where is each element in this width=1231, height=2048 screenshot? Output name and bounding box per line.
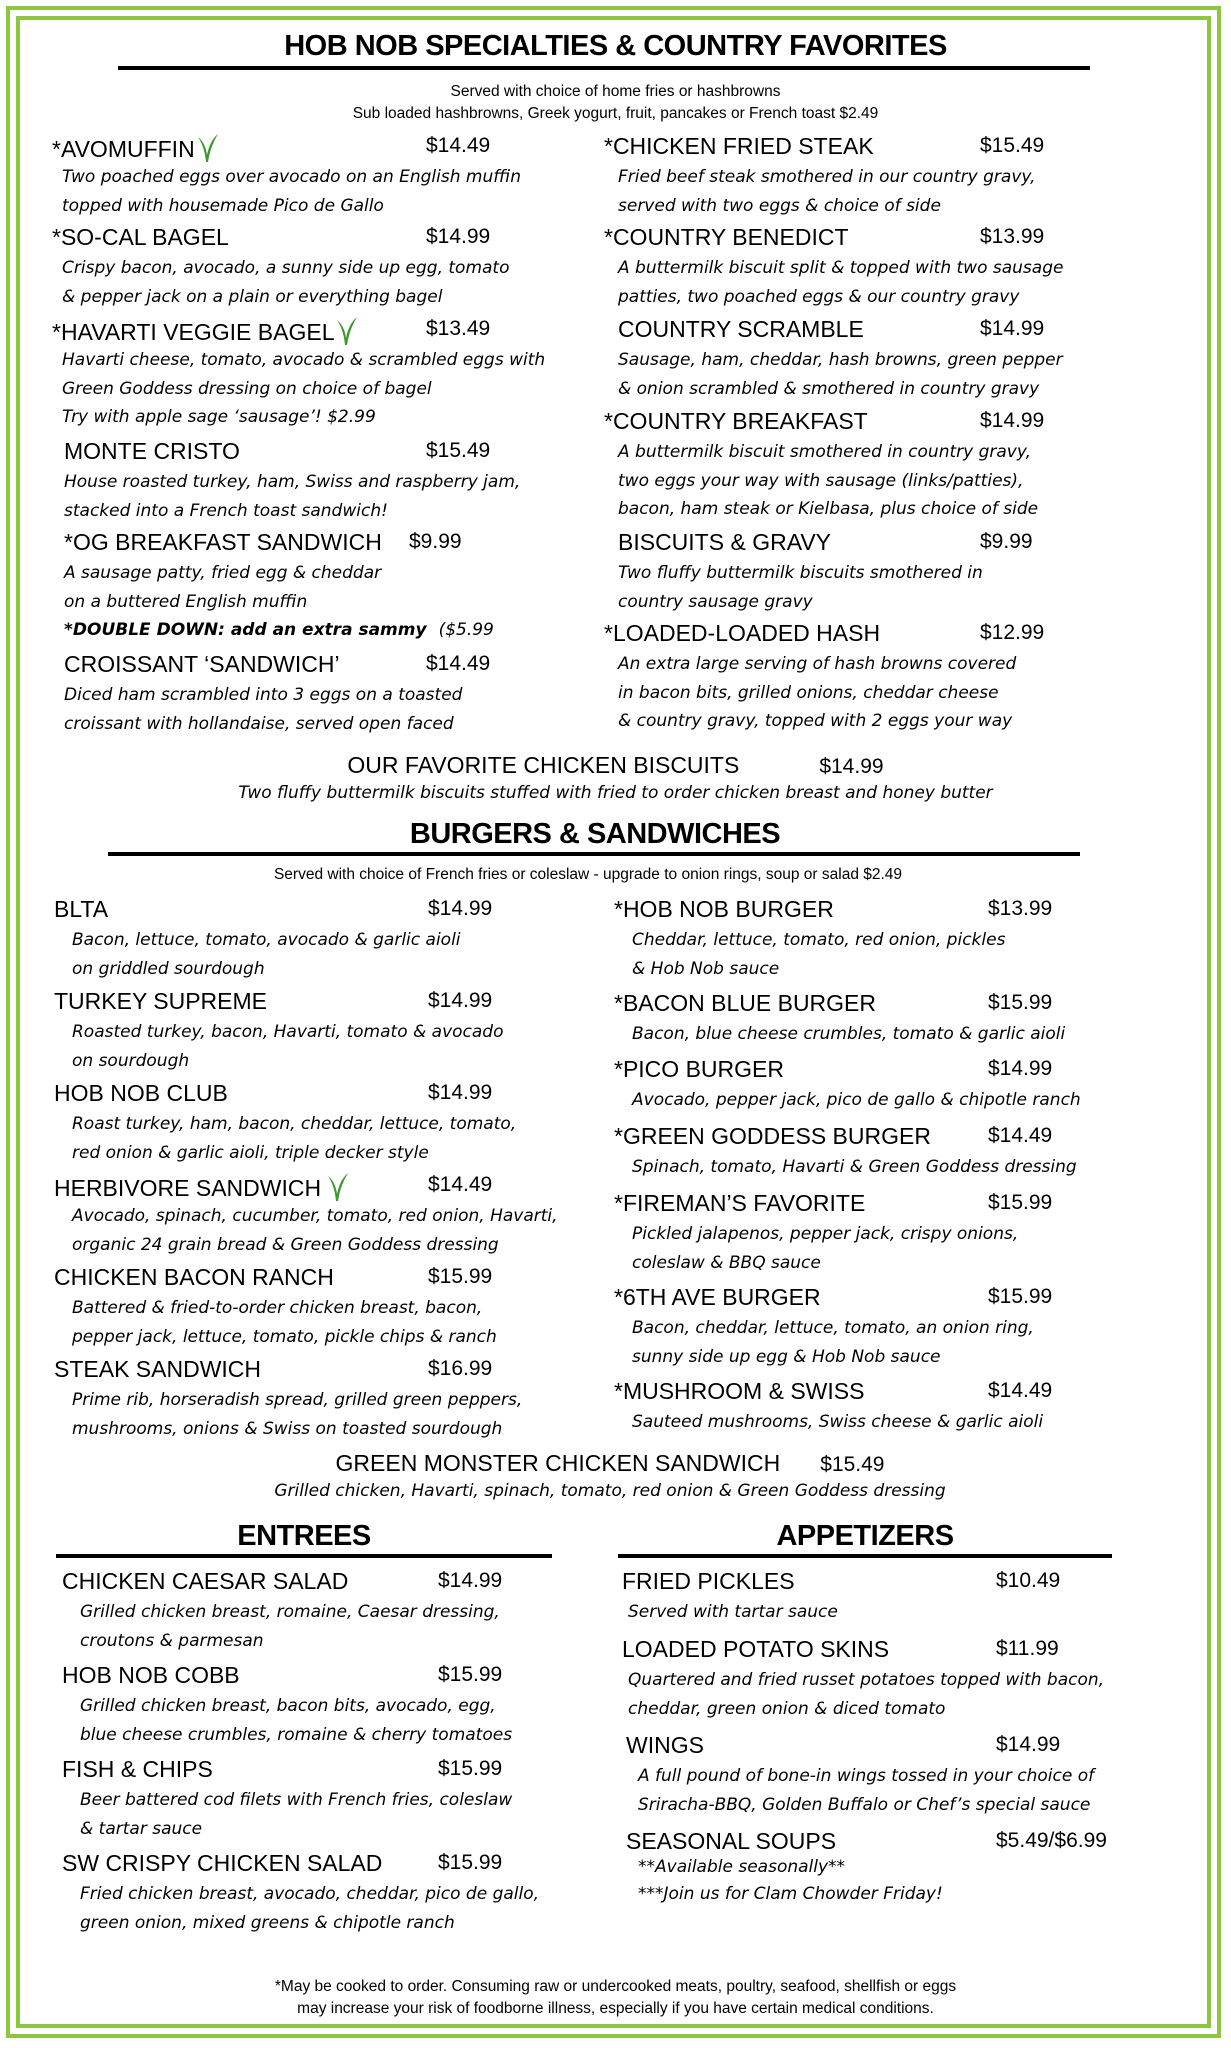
item-description: Grilled chicken breast, romaine, Caesar dressing, croutons & parmesan	[80, 1602, 500, 1651]
item-price: $10.49	[996, 1569, 1061, 1592]
item-name: HOB NOB COBB	[62, 1662, 240, 1688]
item-price: $11.99	[996, 1637, 1059, 1660]
item-name: BLTA	[54, 896, 109, 922]
item-price: $13.99	[980, 225, 1045, 248]
item-name: BISCUITS & GRAVY	[618, 529, 832, 555]
food-safety-disclaimer: *May be cooked to order. Consuming raw or undercooked meats, poultry, seafood, shellfish or eggs may increase your risk of foodborne illness, especially if you have certain medical conditions.	[274, 1978, 957, 2017]
specialties-subtitle-1: Served with choice of home fries or hashbrowns	[450, 83, 781, 100]
item-price: $9.99	[409, 530, 462, 553]
item-price: $12.99	[980, 621, 1045, 644]
item-price: $15.99	[428, 1265, 493, 1288]
appetizers-rule	[618, 1554, 1112, 1558]
item-description: Crispy bacon, avocado, a sunny side up egg, tomato & pepper jack on a plain or everything bagel	[62, 258, 510, 307]
item-description: Havarti cheese, tomato, avocado & scrambled eggs with Green Goddess dressing on choice of bagel Try with apple sage ‘sausage’! $2.99	[62, 350, 546, 427]
leaf-icon	[327, 1172, 349, 1202]
item-name: *OG BREAKFAST SANDWICH	[64, 529, 382, 555]
item-name: MONTE CRISTO	[64, 438, 240, 464]
featured-item	[0, 752, 1231, 803]
item-price: $15.99	[438, 1663, 503, 1686]
item-price: $14.99	[428, 1081, 493, 1104]
item-price: $15.49	[820, 1453, 885, 1476]
item-description: **Available seasonally** ***Join us for Clam Chowder Friday!	[638, 1857, 943, 1904]
item-name: FISH & CHIPS	[62, 1756, 213, 1782]
entrees-title: ENTREES	[237, 1520, 371, 1552]
item-description: A sausage patty, fried egg & cheddar on a buttered English muffin *DOUBLE DOWN: add an extra sammy ($5.99	[64, 563, 494, 640]
item-description: Sauteed mushrooms, Swiss cheese & garlic aioli	[632, 1412, 1044, 1432]
appetizers-title: APPETIZERS	[776, 1520, 954, 1552]
item-price: $5.49/$6.99	[996, 1829, 1107, 1852]
item-name: CROISSANT ‘SANDWICH’	[64, 651, 340, 677]
item-price: $14.49	[428, 1173, 493, 1196]
item-description: Fried chicken breast, avocado, cheddar, pico de gallo, green onion, mixed greens & chipotle ranch	[80, 1884, 540, 1933]
item-name: SW CRISPY CHICKEN SALAD	[62, 1850, 383, 1876]
item-name: *MUSHROOM & SWISS	[614, 1378, 865, 1404]
double-down-price: ($5.99	[438, 620, 494, 640]
double-down-note: *DOUBLE DOWN: add an extra sammy	[64, 620, 427, 640]
item-name: *PICO BURGER	[614, 1056, 784, 1082]
item-description: Battered & fried-to-order chicken breast, bacon, pepper jack, lettuce, tomato, pickle chips & ranch	[72, 1298, 497, 1347]
item-price: $15.49	[426, 439, 491, 462]
item-name: FRIED PICKLES	[622, 1568, 795, 1594]
burgers-title: BURGERS & SANDWICHES	[409, 818, 781, 850]
item-price: $14.99	[426, 225, 491, 248]
item-name: GREEN MONSTER CHICKEN SANDWICH	[335, 1450, 781, 1476]
item-price: $14.49	[426, 134, 491, 157]
item-price: $15.99	[988, 1191, 1053, 1214]
item-name: LOADED POTATO SKINS	[622, 1636, 890, 1662]
item-price: $15.99	[438, 1851, 503, 1874]
item-price: $14.49	[988, 1124, 1053, 1147]
item-price: $13.49	[426, 317, 491, 340]
item-name: CHICKEN BACON RANCH	[54, 1264, 334, 1290]
item-description: Bacon, lettuce, tomato, avocado & garlic aioli on griddled sourdough	[72, 930, 461, 979]
item-price: $15.99	[438, 1757, 503, 1780]
item-description: Bacon, blue cheese crumbles, tomato & garlic aioli	[632, 1024, 1066, 1044]
item-name: WINGS	[626, 1732, 704, 1758]
item-description: A full pound of bone-in wings tossed in your choice of Sriracha-BBQ, Golden Buffalo or Chef’s special sauce	[638, 1766, 1095, 1815]
burgers-subtitle: Served with choice of French fries or coleslaw - upgrade to onion rings, soup or salad $2.49	[273, 866, 903, 883]
specialties-rule	[118, 66, 1090, 70]
item-name: *COUNTRY BREAKFAST	[604, 408, 868, 434]
item-name: *SO-CAL BAGEL	[52, 224, 229, 250]
entrees-rule	[56, 1554, 552, 1558]
item-description: Two fluffy buttermilk biscuits smothered in country sausage gravy	[618, 563, 983, 612]
item-name: CHICKEN CAESAR SALAD	[62, 1568, 349, 1594]
item-price: $14.49	[988, 1379, 1053, 1402]
item-price: $13.99	[988, 897, 1053, 920]
item-description: Served with tartar sauce	[628, 1602, 838, 1622]
item-description: Quartered and fried russet potatoes topped with bacon, cheddar, green onion & diced tomato	[628, 1670, 1105, 1719]
item-name: *GREEN GODDESS BURGER	[614, 1123, 931, 1149]
specialties-subtitle-2: Sub loaded hashbrowns, Greek yogurt, fruit, pancakes or French toast $2.49	[352, 105, 879, 122]
item-price: $14.99	[980, 317, 1045, 340]
item-description: Prime rib, horseradish spread, grilled green peppers, mushrooms, onions & Swiss on toasted sourdough	[72, 1390, 523, 1439]
item-description: A buttermilk biscuit split & topped with two sausage patties, two poached eggs & our country gravy	[618, 258, 1064, 307]
item-name: HOB NOB CLUB	[54, 1080, 228, 1106]
item-price: $9.99	[980, 530, 1033, 553]
item-description: House roasted turkey, ham, Swiss and raspberry jam, stacked into a French toast sandwich!	[64, 472, 521, 521]
item-price: $15.99	[988, 1285, 1053, 1308]
item-name: *LOADED-LOADED HASH	[604, 620, 881, 646]
item-price: $14.99	[428, 989, 493, 1012]
item-price: $14.99	[428, 897, 493, 920]
item-description: Grilled chicken breast, bacon bits, avocado, egg, blue cheese crumbles, romaine & cherry tomatoes	[80, 1696, 513, 1745]
item-description: Avocado, spinach, cucumber, tomato, red onion, Havarti, organic 24 grain bread & Green Goddess dressing	[72, 1206, 558, 1255]
item-name: *AVOMUFFIN	[52, 136, 195, 162]
item-description: Beer battered cod filets with French fries, coleslaw & tartar sauce	[80, 1790, 513, 1839]
item-name: COUNTRY SCRAMBLE	[618, 316, 864, 342]
item-price: $14.99	[438, 1569, 503, 1592]
item-name: HERBIVORE SANDWICH	[54, 1175, 322, 1201]
item-name: *6TH AVE BURGER	[614, 1284, 821, 1310]
item-description: A buttermilk biscuit smothered in country gravy, two eggs your way with sausage (links/patties), bacon, ham steak or Kielbasa, plus choice of side	[618, 442, 1039, 519]
item-description: An extra large serving of hash browns covered in bacon bits, grilled onions, cheddar cheese & country gravy, topped with 2 eggs your way	[618, 654, 1017, 731]
item-price: $14.49	[426, 652, 491, 675]
burgers-rule	[108, 852, 1080, 856]
item-description: Bacon, cheddar, lettuce, tomato, an onion ring, sunny side up egg & Hob Nob sauce	[632, 1318, 1034, 1367]
item-description: Two fluffy buttermilk biscuits stuffed with fried to order chicken breast and honey butter	[238, 783, 993, 803]
item-description: Grilled chicken, Havarti, spinach, tomato, red onion & Green Goddess dressing	[274, 1481, 946, 1501]
item-description: Roasted turkey, bacon, Havarti, tomato & avocado on sourdough	[72, 1022, 504, 1071]
item-price: $14.99	[819, 755, 884, 778]
item-price: $16.99	[428, 1357, 493, 1380]
item-description: Spinach, tomato, Havarti & Green Goddess dressing	[632, 1157, 1077, 1177]
item-description: Roast turkey, ham, bacon, cheddar, lettuce, tomato, red onion & garlic aioli, triple decker style	[72, 1114, 517, 1163]
item-name: *HAVARTI VEGGIE BAGEL	[52, 319, 335, 345]
item-name: *FIREMAN’S FAVORITE	[614, 1190, 866, 1216]
item-description: Pickled jalapenos, pepper jack, crispy onions, coleslaw & BBQ sauce	[632, 1224, 1019, 1273]
item-name: TURKEY SUPREME	[54, 988, 268, 1014]
specialties-title: HOB NOB SPECIALTIES & COUNTRY FAVORITES	[284, 30, 947, 62]
item-description: Diced ham scrambled into 3 eggs on a toasted croissant with hollandaise, served open faced	[64, 685, 463, 734]
item-description: Sausage, ham, cheddar, hash browns, green pepper & onion scrambled & smothered in country gravy	[618, 350, 1063, 399]
featured-item	[0, 1450, 1220, 1501]
item-name: *COUNTRY BENEDICT	[604, 224, 849, 250]
item-name: *CHICKEN FRIED STEAK	[604, 133, 874, 159]
item-description: Cheddar, lettuce, tomato, red onion, pickles & Hob Nob sauce	[632, 930, 1006, 979]
item-price: $15.49	[980, 134, 1045, 157]
item-name: *BACON BLUE BURGER	[614, 990, 877, 1016]
item-price: $14.99	[996, 1733, 1061, 1756]
item-name: *HOB NOB BURGER	[614, 896, 834, 922]
leaf-icon	[336, 316, 358, 346]
item-price: $14.99	[980, 409, 1045, 432]
item-price: $15.99	[988, 991, 1053, 1014]
item-price: $14.99	[988, 1057, 1053, 1080]
item-name: STEAK SANDWICH	[54, 1356, 262, 1382]
item-name: OUR FAVORITE CHICKEN BISCUITS	[347, 752, 740, 778]
item-name: SEASONAL SOUPS	[626, 1828, 837, 1854]
item-description: Avocado, pepper jack, pico de gallo & chipotle ranch	[632, 1090, 1081, 1110]
item-description: Two poached eggs over avocado on an English muffin topped with housemade Pico de Gallo	[62, 167, 522, 216]
leaf-icon	[197, 133, 219, 163]
item-description: Fried beef steak smothered in our country gravy, served with two eggs & choice of side	[618, 167, 1036, 216]
